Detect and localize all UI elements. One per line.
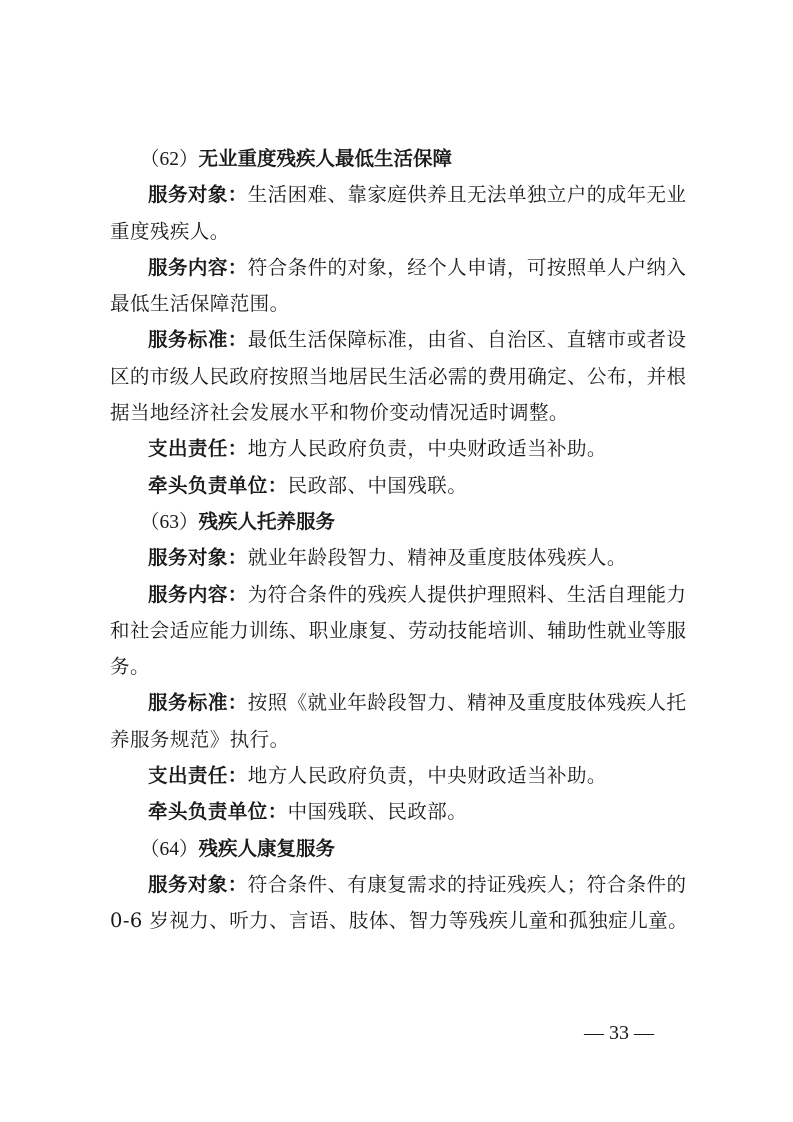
section-title: 无业重度残疾人最低生活保障 [198,147,453,170]
paragraph [110,685,686,758]
text-line [110,250,686,286]
field-text: 据当地经济社会发展水平和物价变动情况适时调整。 [110,401,569,425]
section-title: 残疾人康复服务 [198,836,336,860]
field-text: 最低生活保障范围。 [110,292,290,316]
section-number: （64） [140,838,199,860]
section [110,504,686,831]
paragraph [110,468,686,504]
field-label: 服务标准： [148,328,248,352]
field-label: 服务内容： [148,582,248,606]
field-text: 和社会适应能力训练、职业康复、劳动技能培训、辅助性就业等服 [110,618,686,642]
section-number: （63） [140,511,199,533]
text-line [110,903,689,939]
field-label: 支出责任： [148,764,248,788]
field-text: 养服务规范》执行。 [110,727,290,751]
paragraph [110,322,686,431]
text-line [110,722,686,758]
field-text: 符合条件、有康复需求的持证残疾人；符合条件的 [247,872,686,896]
text-line [110,177,686,213]
field-text: 区的市级人民政府按照当地居民生活必需的费用确定、公布，并根 [110,364,686,388]
text-line [110,431,686,467]
field-label: 牵头负责单位： [148,473,288,497]
field-label: 服务对象： [148,872,248,896]
text-line [110,468,686,504]
field-text: 民政部、中国残联。 [287,473,468,497]
section-title: 残疾人托养服务 [198,509,336,533]
field-text: 最低生活保障标准，由省、自治区、直辖市或者设 [247,328,686,352]
document-body [110,141,689,940]
field-text: 地方人民政府负责，中央财政适当补助。 [247,764,607,788]
paragraph [110,431,686,467]
text-line [110,322,686,358]
paragraph [110,540,686,576]
text-line [110,214,686,250]
field-text: 务。 [110,655,150,679]
field-label: 服务对象： [148,546,248,570]
field-text: 就业年龄段智力、精神及重度肢体残疾人。 [247,546,627,570]
field-text: 中国残联、民政部。 [287,800,468,824]
field-label: 牵头负责单位： [148,800,288,824]
section-number: （62） [140,149,199,170]
field-label: 服务内容： [148,255,248,279]
text-line [110,758,686,794]
text-line [110,794,686,830]
text-line [110,685,686,721]
paragraph [110,758,686,794]
field-text: 重度残疾人。 [110,219,230,243]
field-text: 0-6 岁视力、听力、言语、肢体、智力等残疾儿童和孤独症儿童。 [110,909,689,933]
field-text: 符合条件的对象，经个人申请，可按照单人户纳入 [247,255,686,279]
paragraph [110,867,689,940]
text-line [110,540,686,576]
text-line [110,359,686,395]
field-text: 为符合条件的残疾人提供护理照料、生活自理能力 [247,582,686,606]
paragraph [110,577,686,686]
paragraph [110,794,686,830]
field-label: 服务对象： [148,183,248,207]
text-line [110,395,686,431]
section [110,141,686,504]
field-text: 按照《就业年龄段智力、精神及重度肢体残疾人托 [247,691,686,715]
text-line [110,867,686,903]
section-heading [110,831,686,867]
field-text: 地方人民政府负责，中央财政适当补助。 [247,437,607,461]
text-line [110,649,686,685]
text-line [110,613,686,649]
field-label: 服务标准： [148,691,248,715]
section [110,831,689,940]
paragraph [110,250,686,323]
paragraph [110,177,686,250]
text-line [110,577,686,613]
section-heading [110,141,686,177]
section-heading [110,504,686,540]
text-line [110,286,686,322]
page-number: — 33 — [584,1022,654,1044]
field-text: 生活困难、靠家庭供养且无法单独立户的成年无业 [247,183,686,207]
field-label: 支出责任： [148,437,248,461]
